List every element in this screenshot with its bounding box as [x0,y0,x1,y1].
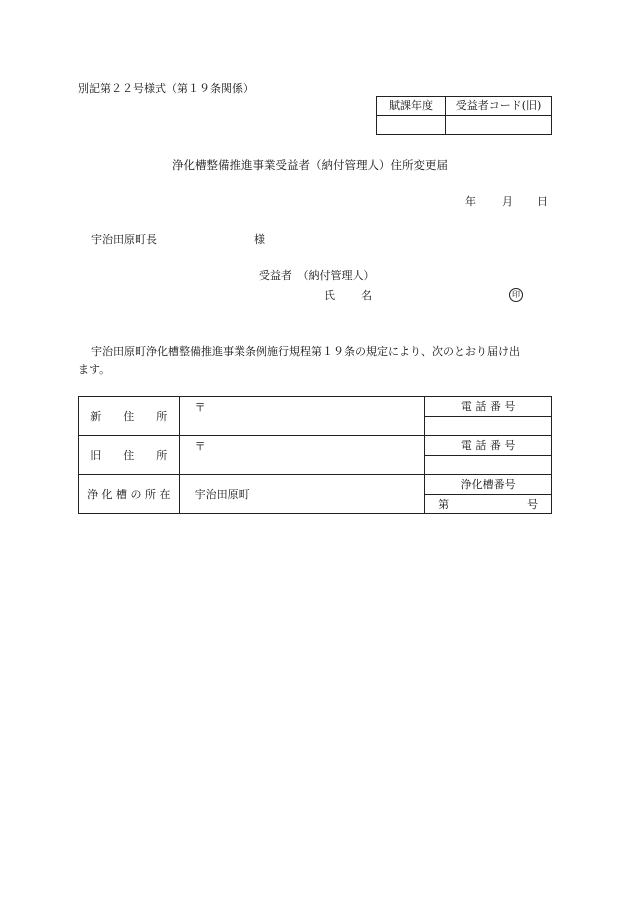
body-text-line2: ます。 [78,363,111,376]
new-postal-mark: 〒 [194,401,206,414]
date-year-label: 年 [465,195,476,208]
new-address-label: 新 住 所 [79,397,180,436]
old-phone-label: 電 話 番 号 [425,436,552,456]
tank-number-label: 浄化槽番号 [425,475,552,495]
applicant-label: 受益者 （納付管理人） [259,269,375,282]
date-month-label: 月 [502,195,513,208]
name-label-2: 名 [361,289,372,302]
date-day-label: 日 [537,195,548,208]
old-address-label: 旧 住 所 [79,436,180,475]
document-title: 浄化槽整備推進事業受益者（納付管理人）住所変更届 [172,158,448,172]
name-label-1: 氏 [324,289,335,302]
beneficiary-code-header: 受益者コード(旧) [446,97,552,116]
seal-mark: 印 [509,288,523,302]
address-change-table [78,396,552,514]
addressee-name: 宇治田原町長 [91,233,157,246]
tank-location-field[interactable] [179,475,425,514]
fiscal-year-field[interactable] [377,116,446,135]
new-phone-label: 電 話 番 号 [425,397,552,417]
new-phone-field[interactable] [425,416,552,436]
old-phone-field[interactable] [425,455,552,475]
old-address-field[interactable] [179,436,425,475]
old-postal-mark: 〒 [194,440,206,453]
beneficiary-code-field[interactable] [446,116,552,135]
form-id: 別記第２２号様式（第１９条関係） [78,82,254,95]
tank-number-suffix: 号 [527,497,539,511]
addressee-honorific: 様 [254,233,265,246]
tank-location-value: 宇治田原町 [194,488,250,501]
code-table [376,96,552,135]
body-text-line1: 宇治田原町浄化槽整備推進事業条例施行規程第１９条の規定により、次のとおり届け出 [91,345,520,358]
tank-number-prefix: 第 [438,497,450,511]
tank-number-field[interactable] [425,494,552,514]
fiscal-year-header: 賦課年度 [377,97,446,116]
new-address-field[interactable] [179,397,425,436]
tank-location-label: 浄 化 槽 の 所 在 [79,475,180,514]
